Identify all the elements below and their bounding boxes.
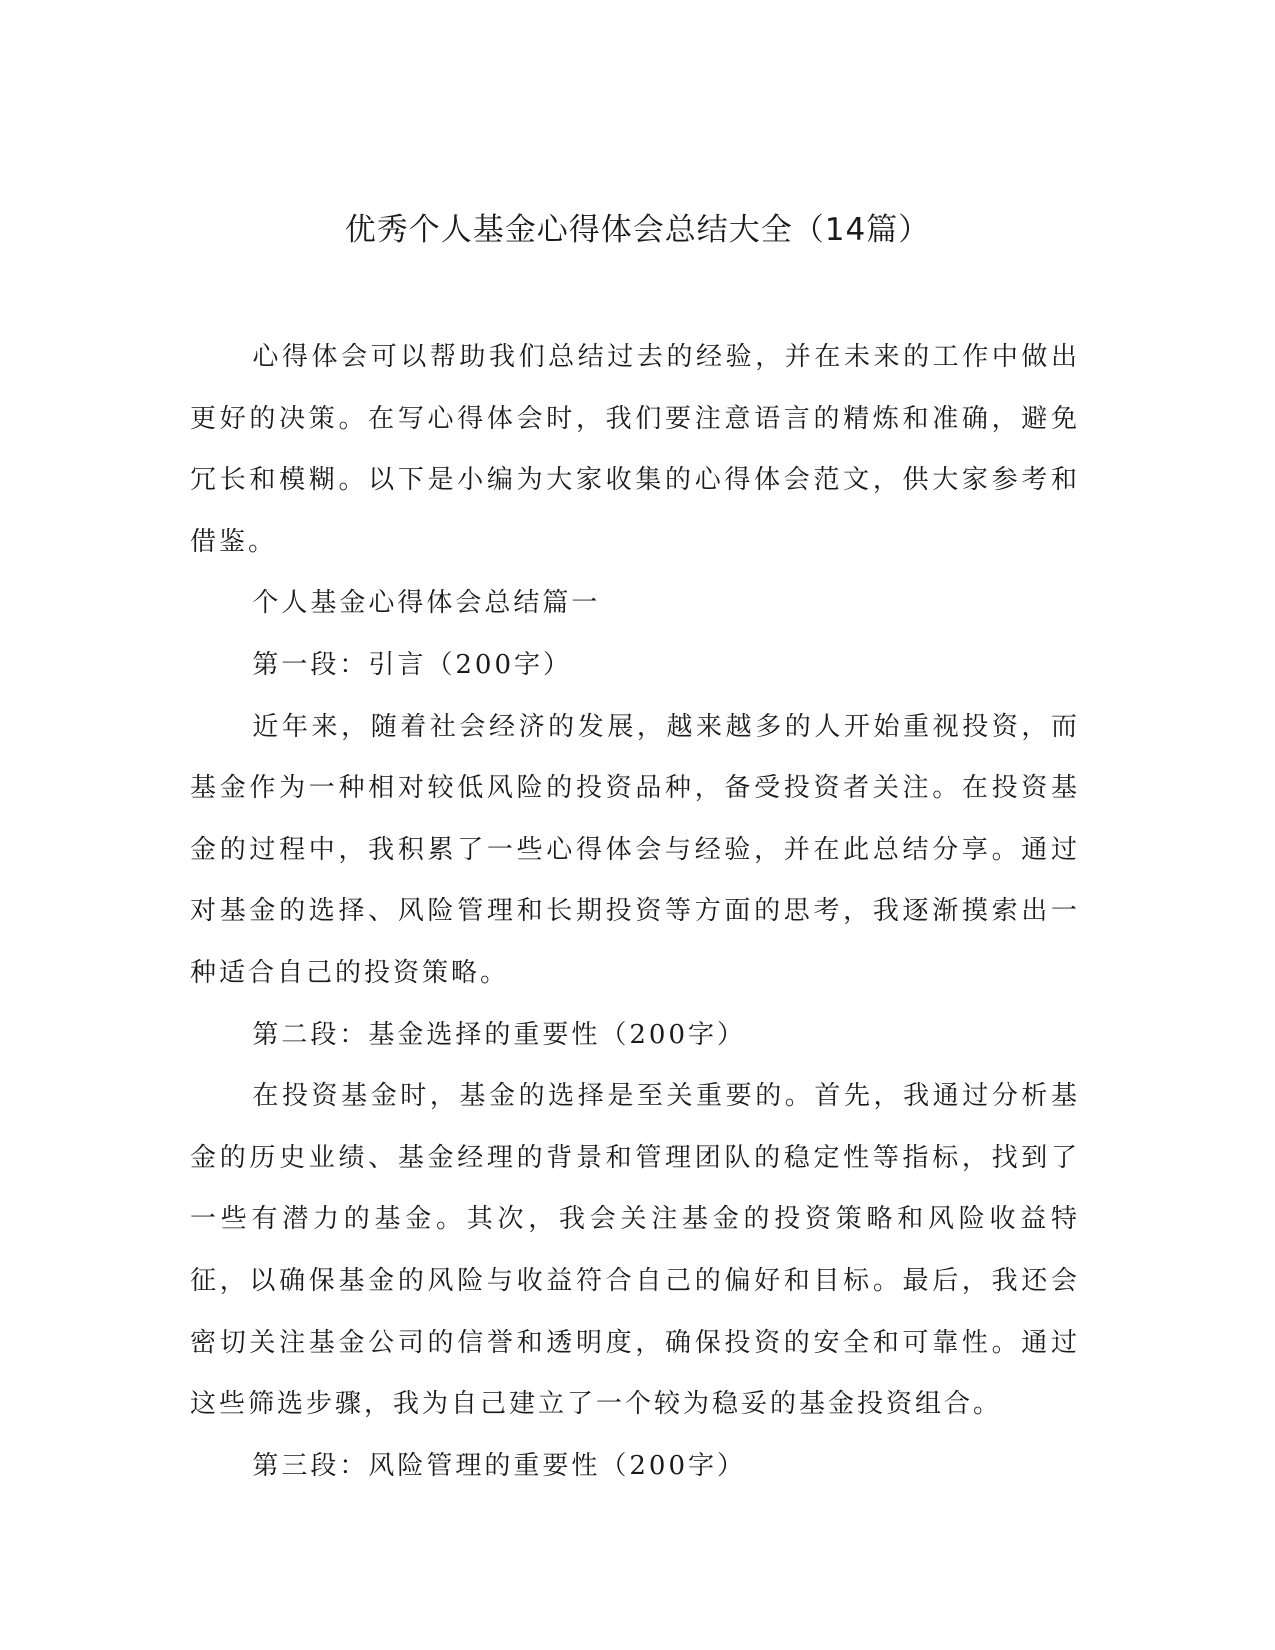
subsection-heading: 第一段：引言（200字）	[252, 649, 573, 680]
body-paragraph: 在投资基金时，基金的选择是至关重要的。首先，我通过分析基金的历史业绩、基金经理的背景和管理团队的稳定性等指标，找到了一些有潜力的基金。其次，我会关注基金的投资策略和风险收益特征，以确保基金的风险与收益符合自己的偏好和目标。最后，我还会密切关注基金公司的信誉和透明度，确保投资的安全和可靠性。通过这些筛选步骤，我为自己建立了一个较为稳妥的基金投资组合。	[190, 1081, 1080, 1420]
document-title: 优秀个人基金心得体会总结大全（14篇）	[344, 212, 931, 248]
section-heading: 个人基金心得体会总结篇一	[252, 588, 601, 619]
subsection-heading: 第三段：风险管理的重要性（200字）	[252, 1450, 747, 1481]
document-body	[190, 327, 1080, 1497]
subsection-heading: 第二段：基金选择的重要性（200字）	[252, 1019, 747, 1050]
body-paragraph: 近年来，随着社会经济的发展，越来越多的人开始重视投资，而基金作为一种相对较低风险的投资品种，备受投资者关注。在投资基金的过程中，我积累了一些心得体会与经验，并在此总结分享。通过对基金的选择、风险管理和长期投资等方面的思考，我逐渐摸索出一种适合自己的投资策略。	[190, 711, 1080, 988]
intro-paragraph: 心得体会可以帮助我们总结过去的经验，并在未来的工作中做出更好的决策。在写心得体会时，我们要注意语言的精炼和准确，避免冗长和模糊。以下是小编为大家收集的心得体会范文，供大家参考和借鉴。	[190, 342, 1080, 557]
